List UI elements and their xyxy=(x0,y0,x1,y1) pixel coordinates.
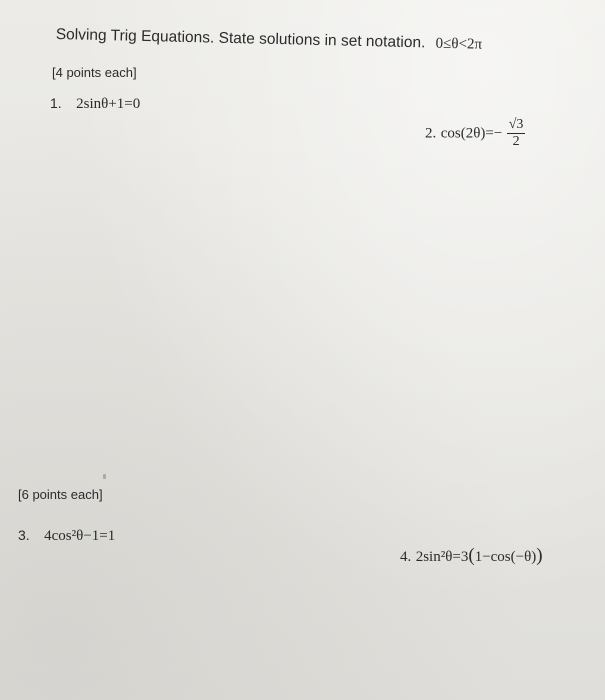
section-2-points-label: [6 points each] xyxy=(18,487,103,502)
problem-1-number: 1. xyxy=(50,95,62,111)
problem-3-equation: 4cos²θ−1=1 xyxy=(44,528,116,544)
problem-2-number: 2. xyxy=(425,125,437,142)
section-1-points-label: [4 points each] xyxy=(52,65,137,80)
problem-3-number: 3. xyxy=(18,527,30,543)
paper-mark xyxy=(103,474,106,479)
instructions-text: Solving Trig Equations. State solutions in set notation. xyxy=(55,26,426,52)
problem-2 xyxy=(425,117,525,150)
problem-2-fraction xyxy=(507,117,526,150)
problem-4-open-paren: ( xyxy=(468,545,475,566)
problem-1-equation: 2sinθ+1=0 xyxy=(76,96,141,112)
problem-2-lhs: cos(2θ)=− xyxy=(440,125,503,142)
problem-4-inner: 1−cos(−θ) xyxy=(474,549,537,565)
problem-4-lhs: 2sin²θ=3 xyxy=(415,549,469,565)
problem-4-close-paren: ) xyxy=(536,545,543,566)
problem-3 xyxy=(18,527,115,545)
problem-4 xyxy=(400,545,543,567)
problem-2-numerator: √3 xyxy=(508,117,524,132)
worksheet-instructions xyxy=(56,26,596,56)
problem-1 xyxy=(50,95,140,113)
problem-2-denominator: 2 xyxy=(512,134,520,149)
problem-4-number: 4. xyxy=(400,549,412,565)
angle-range: 0≤θ<2π xyxy=(435,35,483,53)
